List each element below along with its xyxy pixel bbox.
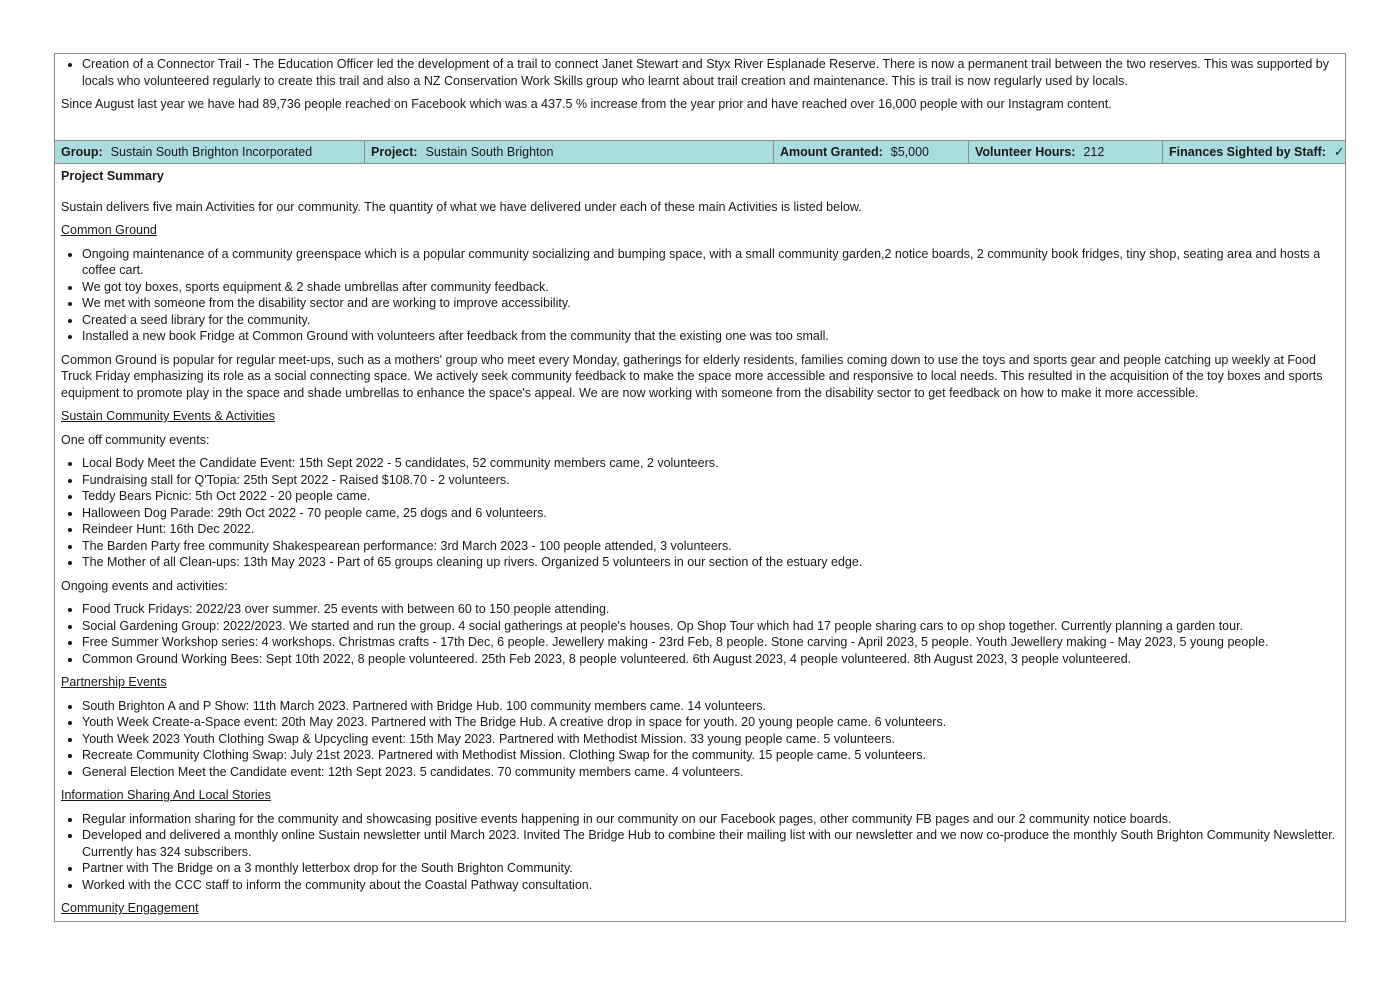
group-cell [55,141,365,163]
amount-cell [774,141,969,163]
info-sharing-heading: Information Sharing And Local Stories [61,788,271,802]
list-item: • The Mother of all Clean-ups: 13th May 2023 - Part of 65 groups cleaning up rivers. Organized 5 volunteers in our section of the estuary edge. [82,554,1339,571]
finances-label: Finances Sighted by Staff: [1169,144,1326,159]
list-item: • Developed and delivered a monthly online Sustain newsletter until March 2023. Invited The Bridge Hub to combine their mailing list with our newsletter and we now co-produce the monthly South Brighton Community Newsletter. Currently has 324 subscribers. [82,827,1339,860]
group-label: Group: [61,144,103,159]
list-item: • Recreate Community Clothing Swap: July 21st 2023. Partnered with Methodist Mission. Clothing Swap for the community. 15 people came. 5 volunteers. [82,747,1339,764]
group-value: Sustain South Brighton Incorporated [110,144,313,159]
list-item: • Partner with The Bridge on a 3 monthly letterbox drop for the South Brighton Community. [82,860,1339,877]
list-item: • Fundraising stall for Q'Topia: 25th Sept 2022 - Raised $108.70 - 2 volunteers. [82,472,1339,489]
one-off-label: One off community events: [61,432,210,447]
list-item: • Teddy Bears Picnic: 5th Oct 2022 - 20 people came. [82,488,1339,505]
common-ground-paragraph: Common Ground is popular for regular meet-ups, such as a mothers' group who meet every Monday, gatherings for elderly residents, families coming down to use the toys and sports gear and people catching up weekly at Food Truck Friday emphasizing its role as a social connecting space. We actively seek community feedback to make the space more accessible and responsive to local needs. This resulted in the acquisition of the toy boxes and sports equipment to promote play in the space and shade umbrellas to enhance the space's appeal. We are now working with someone from the disability sector to get feedback on how to make it more accessible. [61,352,1323,400]
list-item: • Food Truck Fridays: 2022/23 over summer. 25 events with between 60 to 150 people attending. [82,601,1339,618]
partnership-list [61,698,1339,781]
list-item: • We met with someone from the disability sector and are working to improve accessibility. [82,295,1339,312]
list-item: • Created a seed library for the community. [82,312,1339,329]
checkmark-icon: ✓ [1333,144,1345,159]
common-ground-heading: Common Ground [61,223,157,237]
facebook-reach-text: Since August last year we have had 89,736 people reached on Facebook which was a 437.5 % increase from the year prior and have reached over 16,000 people with our Instagram content. [61,97,1112,111]
list-item: • Regular information sharing for the community and showcasing positive events happening in our community on our Facebook pages, other community FB pages and our 2 community notice boards. [82,811,1339,828]
ongoing-list [61,601,1339,667]
summary-intro: Sustain delivers five main Activities for our community. The quantity of what we have delivered under each of these main Activities is listed below. [61,199,862,214]
project-cell [365,141,774,163]
summary-title: Project Summary [61,169,164,183]
list-item: • General Election Meet the Candidate event: 12th Sept 2023. 5 candidates. 70 community members came. 4 volunteers. [82,764,1339,781]
finances-cell [1163,141,1345,163]
project-summary-section [55,164,1345,917]
report-page [54,53,1346,922]
amount-label: Amount Granted: [780,144,883,159]
grant-header-row [55,140,1345,164]
list-item: • Common Ground Working Bees: Sept 10th 2022, 8 people volunteered. 25th Feb 2023, 8 people volunteered. 6th August 2023, 4 people volunteered. 8th August 2023, 3 people volunteered. [82,651,1339,668]
project-value: Sustain South Brighton [425,144,554,159]
list-item: • Reindeer Hunt: 16th Dec 2022. [82,521,1339,538]
hours-cell [969,141,1163,163]
hours-label: Volunteer Hours: [975,144,1076,159]
list-item: • Halloween Dog Parade: 29th Oct 2022 - 70 people came, 25 dogs and 6 volunteers. [82,505,1339,522]
previous-section [55,54,1345,140]
common-ground-list [61,246,1339,345]
list-item: • South Brighton A and P Show: 11th March 2023. Partnered with Bridge Hub. 100 community members came. 14 volunteers. [82,698,1339,715]
list-item: • The Barden Party free community Shakespearean performance: 3rd March 2023 - 100 people attended, 3 volunteers. [82,538,1339,555]
list-item: • Creation of a Connector Trail - The Education Officer led the development of a trail to connect Janet Stewart and Styx River Esplanade Reserve. There is now a permanent trail between the two reserves. This was supported by locals who volunteered regularly to create this trail and also a NZ Conservation Work Skills group who learnt about trail creation and maintenance. This is trail is now regularly used by locals. [82,56,1339,89]
ongoing-label: Ongoing events and activities: [61,578,228,593]
info-sharing-list [61,811,1339,894]
list-item: • Free Summer Workshop series: 4 workshops. Christmas crafts - 17th Dec, 6 people. Jewellery making - 23rd Feb, 8 people. Stone carving - April 2023, 5 people. Youth Jewellery making - May 2023, 5 young people. [82,634,1339,651]
list-item: • Installed a new book Fridge at Common Ground with volunteers after feedback from the community that the existing one was too small. [82,328,1339,345]
list-item: • Ongoing maintenance of a community greenspace which is a popular community socializing and bumping space, with a small community garden,2 notice boards, 2 community book fridges, tiny shop, seating area and hosts a coffee cart. [82,246,1339,279]
one-off-list [61,455,1339,571]
connector-list [61,56,1339,89]
list-item: • Social Gardening Group: 2022/2023. We started and run the group. 4 social gatherings at people's houses. Op Shop Tour which had 17 people sharing cars to op shop together. Currently planning a garden tour. [82,618,1339,635]
project-label: Project: [371,144,418,159]
partnership-heading: Partnership Events [61,675,167,689]
amount-value: $5,000 [890,144,930,159]
community-engagement-heading: Community Engagement [61,901,199,915]
events-heading: Sustain Community Events & Activities [61,409,275,423]
hours-value: 212 [1083,144,1105,159]
list-item: • Youth Week Create-a-Space event: 20th May 2023. Partnered with The Bridge Hub. A creative drop in space for youth. 20 young people came. 6 volunteers. [82,714,1339,731]
list-item: • Local Body Meet the Candidate Event: 15th Sept 2022 - 5 candidates, 52 community members came, 2 volunteers. [82,455,1339,472]
list-item: • Youth Week 2023 Youth Clothing Swap & Upcycling event: 15th May 2023. Partnered with Methodist Mission. 33 young people came. 5 volunteers. [82,731,1339,748]
list-item: • Worked with the CCC staff to inform the community about the Coastal Pathway consultation. [82,877,1339,894]
list-item: • We got toy boxes, sports equipment & 2 shade umbrellas after community feedback. [82,279,1339,296]
